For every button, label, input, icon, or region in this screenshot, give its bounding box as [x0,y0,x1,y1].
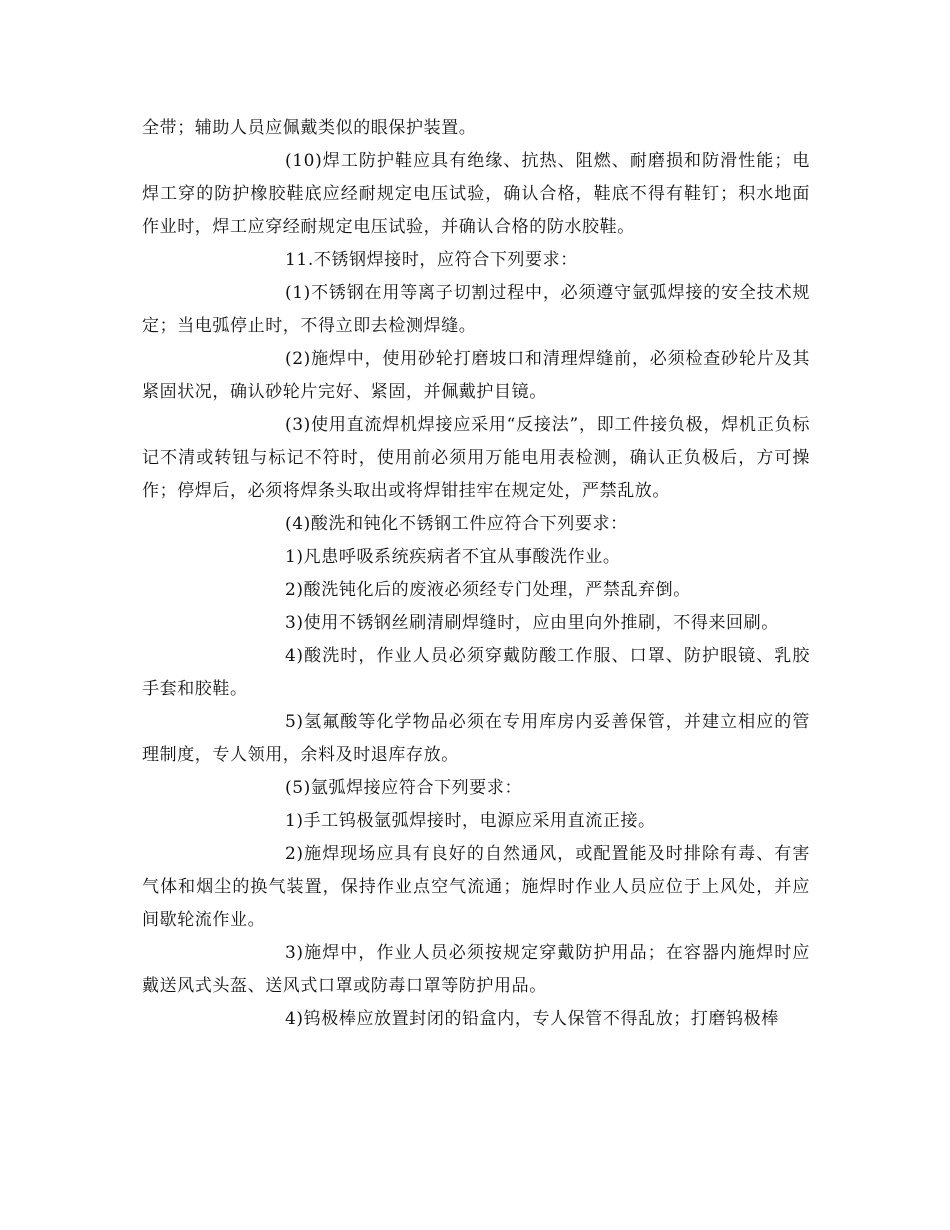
paragraph: 4)钨极棒应放置封闭的铅盒内，专人保管不得乱放；打磨钨极棒 [285,1009,779,1029]
paragraph: 4)酸洗时，作业人员必须穿戴防酸工作服、口罩、防护眼镜、乳胶手套和胶鞋。 [142,646,810,699]
paragraph: 2)酸洗钝化后的废液必须经专门处理，严禁乱弃倒。 [285,580,691,600]
paragraph: (1)不锈钢在用等离子切割过程中，必须遵守氩弧焊接的安全技术规定；当电弧停止时，不得立即去检测焊缝。 [142,283,810,336]
paragraph: 2)施焊现场应具有良好的自然通风，或配置能及时排除有毒、有害气体和烟尘的换气装置，保持作业点空气流通；施焊时作业人员应位于上风处，并应间歇轮流作业。 [142,844,810,930]
paragraph: (2)施焊中，使用砂轮打磨坡口和清理焊缝前，必须检查砂轮片及其紧固状况，确认砂轮片完好、紧固，并佩戴护目镜。 [142,349,810,402]
paragraph: (5)氩弧焊接应符合下列要求： [285,778,523,798]
paragraph: 3)使用不锈钢丝刷清刷焊缝时，应由里向外推刷，不得来回刷。 [285,613,779,633]
paragraph: (4)酸洗和钝化不锈钢工件应符合下列要求： [285,514,628,534]
paragraph: 全带；辅助人员应佩戴类似的眼保护装置。 [142,118,477,138]
paragraph: 3)施焊中，作业人员必须按规定穿戴防护用品；在容器内施焊时应戴送风式头盔、送风式口罩或防毒口罩等防护用品。 [142,943,810,996]
paragraph: (10)焊工防护鞋应具有绝缘、抗热、阻燃、耐磨损和防滑性能；电焊工穿的防护橡胶鞋底应经耐规定电压试验，确认合格，鞋底不得有鞋钉；积水地面作业时，焊工应穿经耐规定电压试验，并确认合格的防水胶鞋。 [142,151,810,237]
paragraph: 1)凡患呼吸系统疾病者不宜从事酸洗作业。 [285,547,621,567]
paragraph: 11.不锈钢焊接时，应符合下列要求： [285,250,578,270]
document-body [142,112,810,1036]
paragraph: 1)手工钨极氩弧焊接时，电源应采用直流正接。 [285,811,656,831]
paragraph: (3)使用直流焊机焊接应采用“反接法”，即工件接负极，焊机正负标记不清或转钮与标记不符时，使用前必须用万能电用表检测，确认正负极后，方可操作；停焊后，必须将焊条头取出或将焊钳挂牢在规定处，严禁乱放。 [142,415,810,501]
paragraph: 5)氢氟酸等化学物品必须在专用库房内妥善保管，并建立相应的管理制度，专人领用，余料及时退库存放。 [142,712,810,765]
